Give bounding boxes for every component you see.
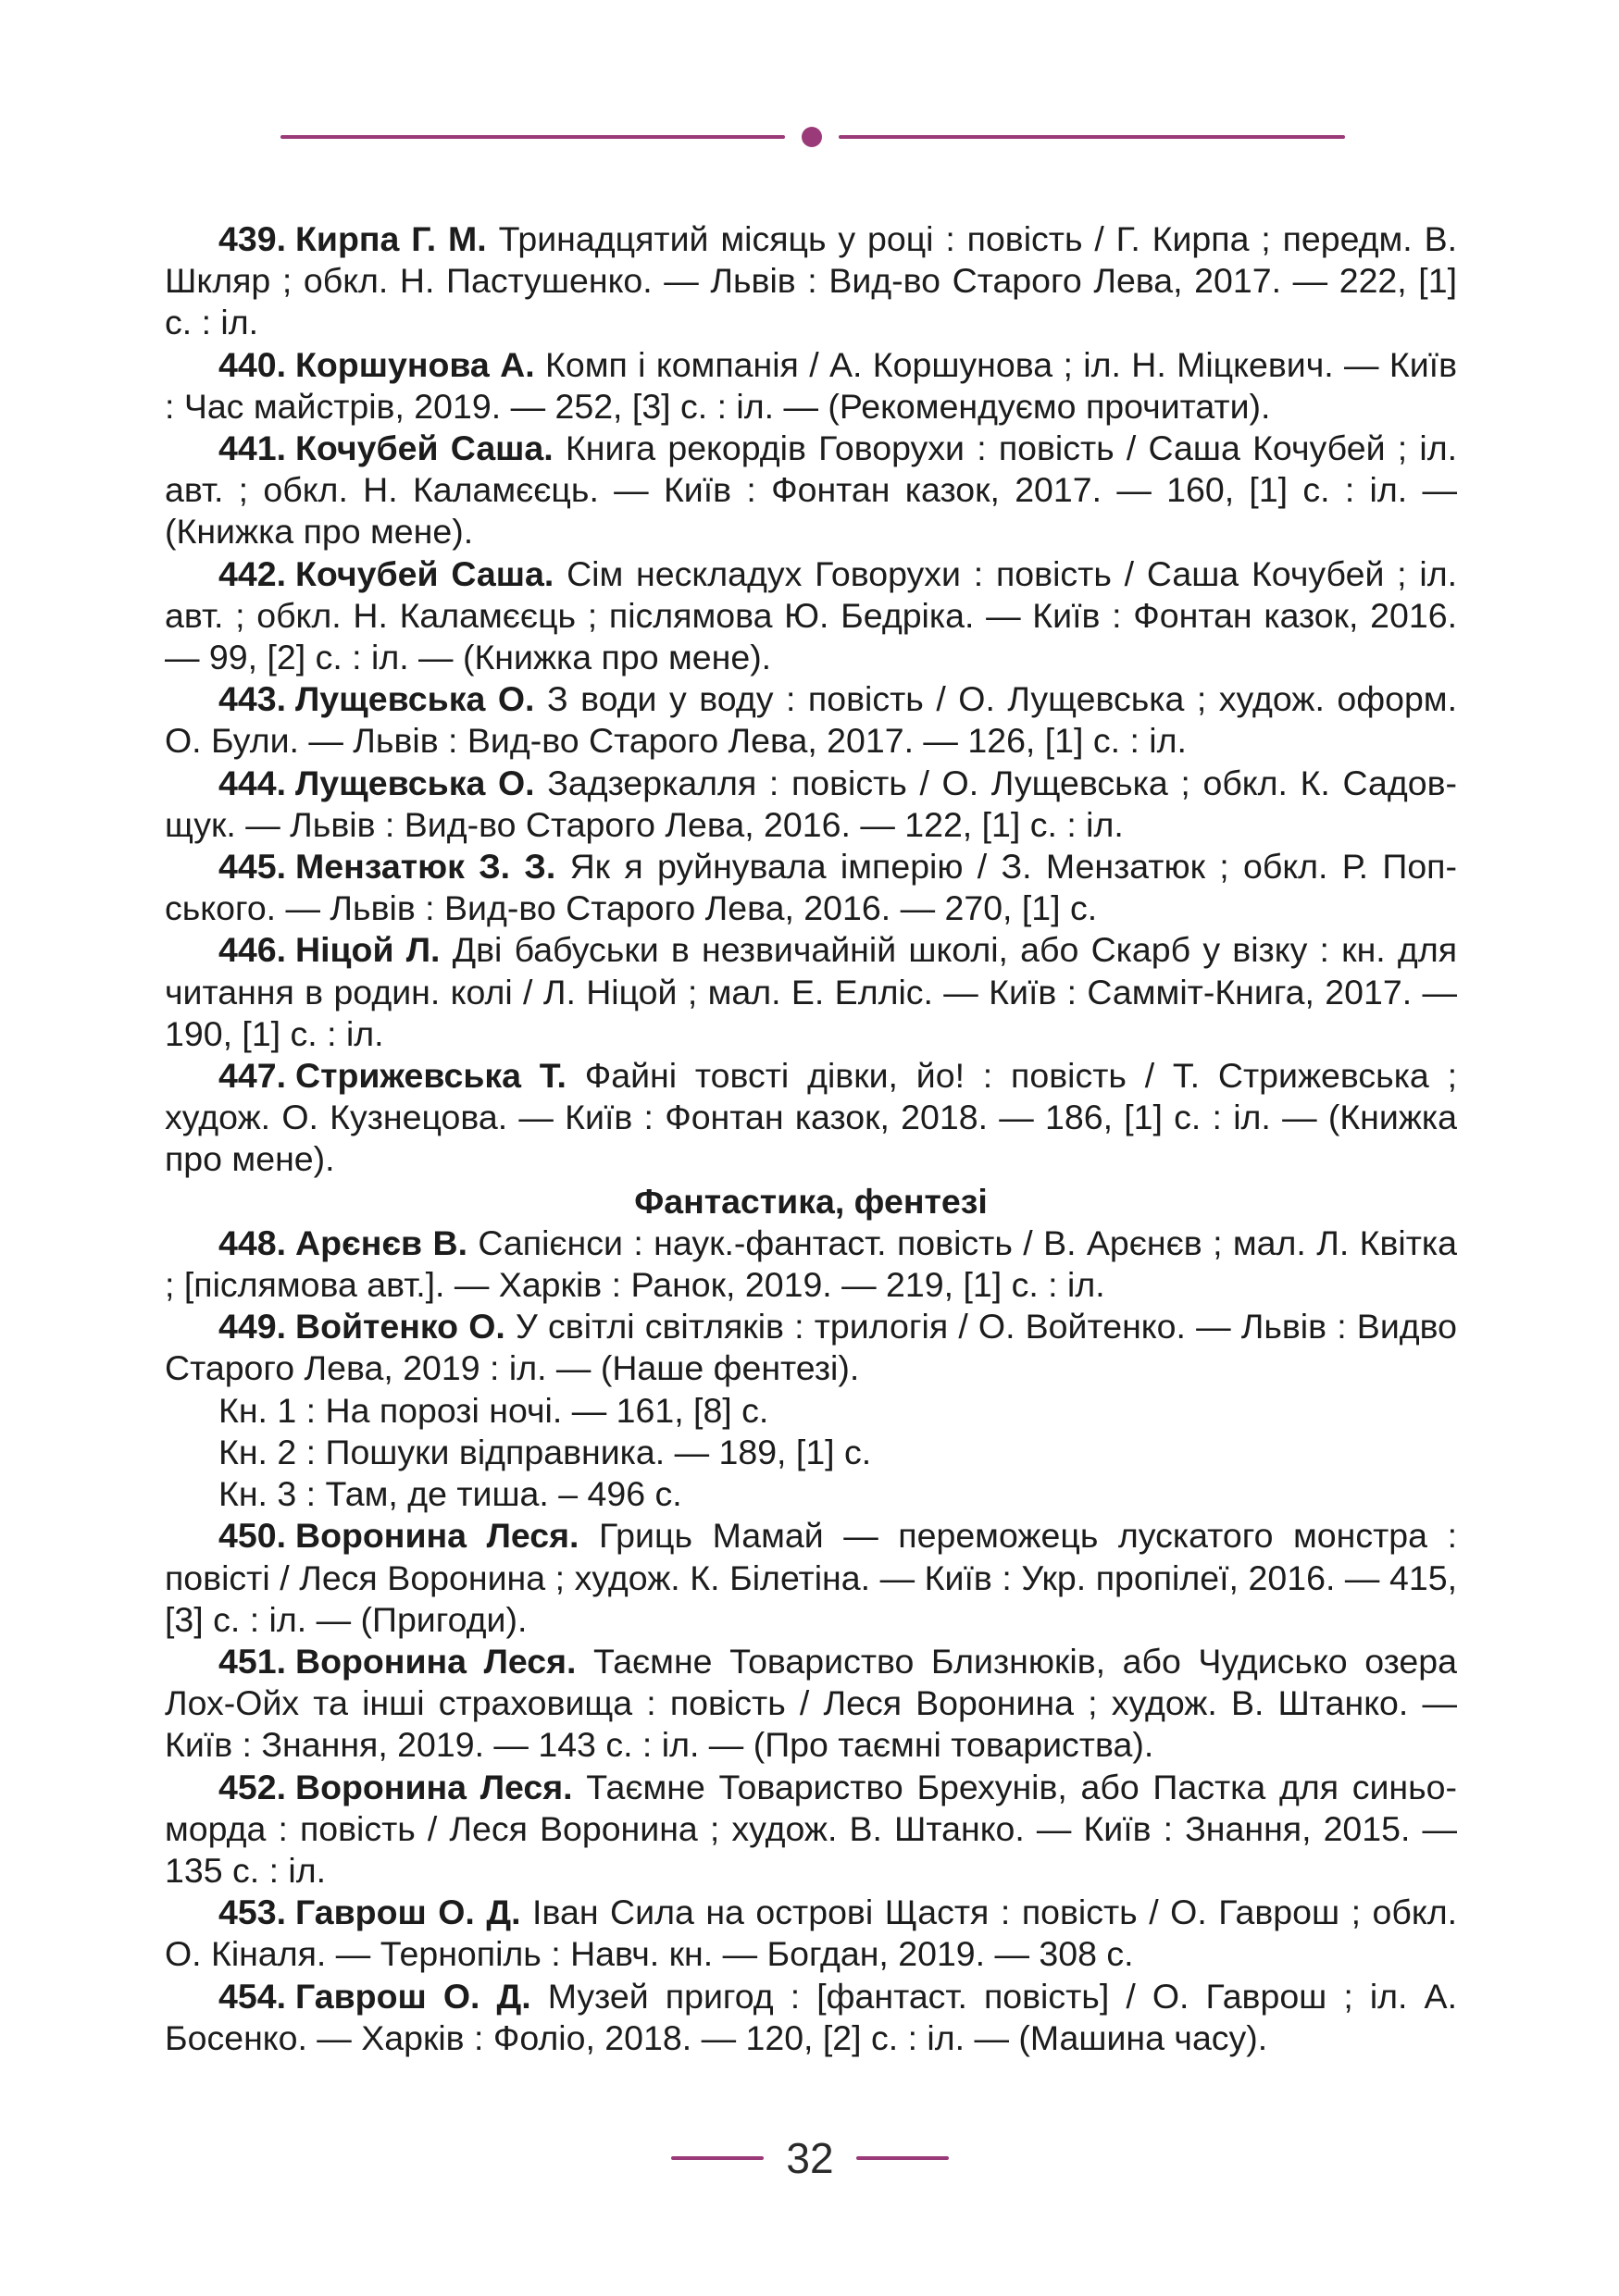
bibliography-entry [165, 218, 1457, 344]
bibliography-entry [165, 929, 1457, 1055]
entry-author: Кочубей Саша. [295, 428, 554, 468]
entry-author: Лущевська О. [295, 679, 535, 719]
bibliography-entry [165, 1055, 1457, 1181]
entry-number: 452. [218, 1767, 286, 1806]
entry-author: Гаврош О. Д. [295, 1893, 521, 1932]
entry-text: З води у воду : повість / О. Лущевська ; худож. оформ. О. Були. — Львів : Вид-во Старого Лева, 2017. — 126, [1] с. : іл. [165, 679, 1458, 761]
entry-number: 441. [218, 428, 286, 468]
entry-text: Сім нескладух Говорухи : повість / Саша Кочубей ; іл. авт. ; обкл. Н. Каламєєць ; післямова Ю. Бедріка. — Київ : Фонтан казок, 2016. — 99, [2] с. : іл. — (Книжка про мене). [165, 553, 1458, 677]
entry-text: Таємне Товариство Брехунів, або Пастка для синьоморда : повість / Леся Воронина ; худож. В. Штанко. — Київ : Знання, 2015. — 135 с. : іл. [165, 1767, 1458, 1890]
entry-author: Кочубей Саша. [295, 553, 554, 593]
entry-number: 447. [218, 1056, 286, 1096]
footer-line-left [671, 2156, 764, 2160]
entry-text: У світлі світляків : трилогія / О. Войтенко. — Львів : Видво Старого Лева, 2019 : іл. — (Наше фентезі). [165, 1307, 1458, 1388]
entry-author: Кирпа Г. М. [295, 219, 487, 258]
entry-author: Воронина Леся. [295, 1516, 579, 1556]
entry-text: Книга рекордів Говорухи : повість / Саша Кочубей ; іл. авт. ; обкл. Н. Каламєєць. — Київ : Фонтан казок, 2017. — 160, [1] с. : іл. — (Книжка про мене). [165, 428, 1457, 552]
bibliography-entry [165, 1306, 1457, 1389]
entry-text: Файні товсті дівки, йо! : повість / Т. Стрижевська ; худож. О. Кузнецова. — Київ : Фонтан казок, 2018. — 186, [1] с. : іл. — (Книжка про мене). [165, 1056, 1458, 1179]
entry-text: Сапієнси : наук.-фантаст. повість / В. Арєнєв ; мал. Л. Квітка ; [післямова авт.]. — Харків : Ранок, 2019. — 219, [1] с. : іл. [165, 1222, 1458, 1305]
entry-number: 442. [218, 553, 286, 593]
entry-author: Воронина Леся. [295, 1767, 573, 1806]
section-heading: Фантастика, фентезі [634, 1181, 988, 1221]
entry-author: Гаврош О. Д. [295, 1976, 531, 2016]
entry-text: Задзеркалля : повість / О. Лущевська ; обкл. К. Садовщук. — Львів : Вид-во Старого Лева, 2016. — 122, [1] с. : іл. [165, 763, 1458, 844]
volume-line: Кн. 2 : Пошуки відправника. — 189, [1] с. [218, 1432, 872, 1471]
entry-author: Лущевська О. [295, 763, 535, 802]
entry-number: 450. [218, 1516, 286, 1556]
bibliography-entry [165, 1641, 1457, 1767]
entry-text: Дві бабуськи в незвичайній школі, або Скарб у візку : кн. для читання в родин. колі / Л. Ніцой ; мал. Е. Елліс. — Київ : Самміт-Книга, 2017. — 190, [1] с. : іл. [165, 930, 1458, 1053]
entry-number: 445. [218, 847, 286, 887]
ornament-line-left [280, 135, 785, 139]
bibliography-entry [165, 1892, 1457, 1975]
top-ornament [280, 123, 1345, 151]
entry-number: 449. [218, 1307, 286, 1347]
bibliography-entry [165, 1515, 1457, 1641]
volume-line: Кн. 1 : На порозі ночі. — 161, [8] с. [218, 1390, 769, 1430]
entry-author: Воронина Леся. [295, 1641, 577, 1681]
entry-author: Ніцой Л. [295, 930, 441, 970]
footer-ornament [671, 2130, 949, 2186]
entry-number: 439. [218, 219, 286, 258]
entry-number: 440. [218, 344, 286, 384]
entry-text: Тринадцятий місяць у році : повість / Г. Кирпа ; передм. В. Шкляр ; обкл. Н. Пастушенко. — Львів : Вид-во Старого Лева, 2017. — 222, [1] с. : іл. [165, 219, 1457, 342]
entry-author: Стрижевська Т. [295, 1056, 567, 1096]
bibliography-content [165, 218, 1457, 2059]
entry-text: Комп і компанія / А. Коршунова ; іл. Н. Міцкевич. — Київ : Час майстрів, 2019. — 252, [3] с. : іл. — (Рекомендуємо прочитати). [165, 344, 1458, 426]
entry-number: 453. [218, 1893, 286, 1932]
footer-line-right [856, 2156, 949, 2160]
entry-number: 454. [218, 1976, 286, 2016]
page-number: 32 [786, 2134, 834, 2182]
entry-number: 444. [218, 763, 286, 802]
entry-text: Гриць Мамай — переможець лускатого монстра : повісті / Леся Воронина ; худож. К. Білетіна. — Київ : Укр. пропілеї, 2016. — 415, [3] с. : іл. — (Пригоди). [165, 1516, 1457, 1639]
entry-text: Таємне Товариство Близнюків, або Чудисько озера Лох-Ойх та інші страховища : повість / Леся Воронина ; худож. В. Штанко. — Київ : Знання, 2019. — 143 с. : іл. — (Про таємні товариства). [165, 1641, 1457, 1765]
bibliography-entry [165, 344, 1457, 428]
entry-text: Музей пригод : [фантаст. повість] / О. Гаврош ; іл. А. Босенко. — Харків : Фоліо, 2018. — 120, [2] с. : іл. — (Машина часу). [165, 1976, 1457, 2057]
volume-line: Кн. 3 : Там, де тиша. – 496 с. [218, 1474, 682, 1514]
entry-number: 451. [218, 1641, 286, 1681]
entry-author: Мензатюк З. З. [295, 847, 556, 887]
entry-text: Як я руйнувала імперію / З. Мензатюк ; обкл. Р. Попського. — Львів : Вид-во Старого Лева, 2016. — 270, [1] с. [165, 847, 1457, 928]
entry-number: 448. [218, 1222, 286, 1262]
bibliography-entry [165, 1767, 1457, 1893]
entry-number: 443. [218, 679, 286, 719]
bibliography-entry [165, 846, 1457, 929]
entry-text: Іван Сила на острові Щастя : повість / О. Гаврош ; обкл. О. Кіналя. — Тернопіль : Навч. кн. — Богдан, 2019. — 308 с. [165, 1893, 1457, 1974]
entry-author: Войтенко О. [295, 1307, 505, 1347]
entry-author: Коршунова А. [295, 344, 535, 384]
bibliography-entry [165, 763, 1457, 846]
ornament-line-right [839, 135, 1345, 139]
bibliography-entry [165, 428, 1457, 553]
bibliography-entry [165, 553, 1457, 679]
bibliography-entry [165, 1222, 1457, 1306]
entry-author: Арєнєв В. [295, 1222, 468, 1262]
bibliography-entry [165, 1976, 1457, 2059]
ornament-dot [802, 127, 822, 147]
entry-number: 446. [218, 930, 286, 970]
bibliography-entry [165, 678, 1457, 762]
